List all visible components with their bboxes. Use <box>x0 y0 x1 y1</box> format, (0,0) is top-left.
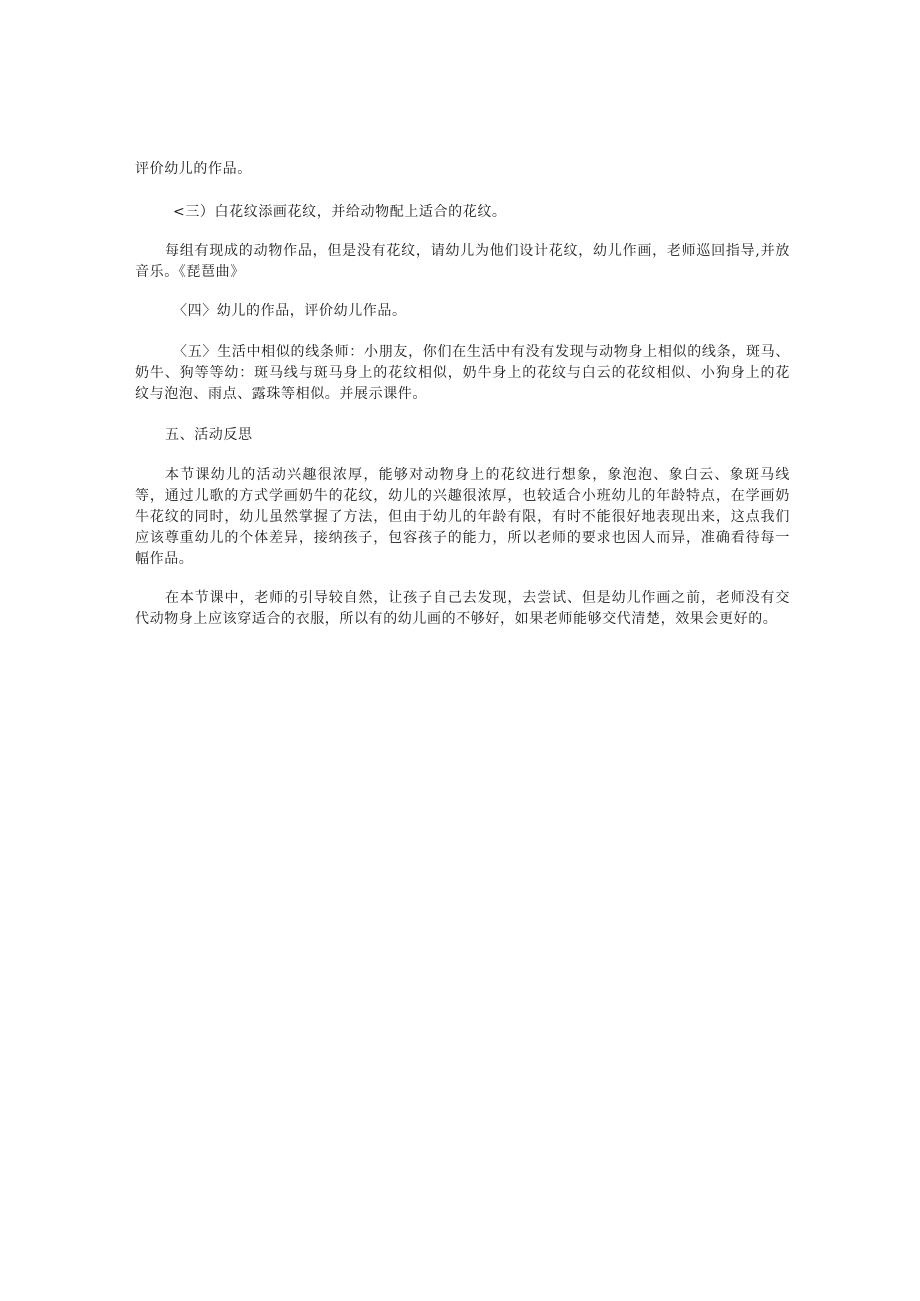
paragraph-section-three: <三）白花纹添画花纹，并给动物配上适合的花纹。 <box>173 204 507 220</box>
paragraph-evaluate-works: 评价幼儿的作品。 <box>135 161 252 177</box>
paragraph-reflection-one: 本节课幼儿的活动兴趣很浓厚，能够对动物身上的花纹进行想象，象泡泡、象白云、象斑马线等，通过儿歌的方式学画奶牛的花纹，幼儿的兴趣很浓厚，也较适合小班幼儿的年龄特点，在学画奶牛花纹的同时，幼儿虽然掌握了方法，但由于幼儿的年龄有限，有时不能很好地表现出来，这点我们应该尊重幼儿的个体差异，接纳孩子，包容孩子的能力，所以老师的要求也因人而异，准确看待每一幅作品。 <box>135 467 790 567</box>
paragraph-reflection-two: 在本节课中，老师的引导较自然，让孩子自己去发现，去尝试、但是幼儿作画之前，老师没有交代动物身上应该穿适合的衣服，所以有的幼儿画的不够好，如果老师能够交代清楚，效果会更好的。 <box>135 590 790 627</box>
paragraph-group-works: 每组有现成的动物作品，但是没有花纹，请幼儿为他们设计花纹，幼儿作画，老师巡回指导,并放音乐。《琵琶曲》 <box>135 243 790 280</box>
paragraph-section-five: 〈五〉生活中相似的线条师：小朋友，你们在生活中有没有发现与动物身上相似的线条，斑马、奶牛、狗等等幼：斑马线与斑马身上的花纹相似，奶牛身上的花纹与白云的花纹相似、小狗身上的花纹与泡泡、雨点、露珠等相似。并展示课件。 <box>135 344 790 402</box>
heading-activity-reflection: 五、活动反思 <box>165 427 253 443</box>
paragraph-section-four: 〈四〉幼儿的作品，评价幼儿作品。 <box>173 303 407 319</box>
